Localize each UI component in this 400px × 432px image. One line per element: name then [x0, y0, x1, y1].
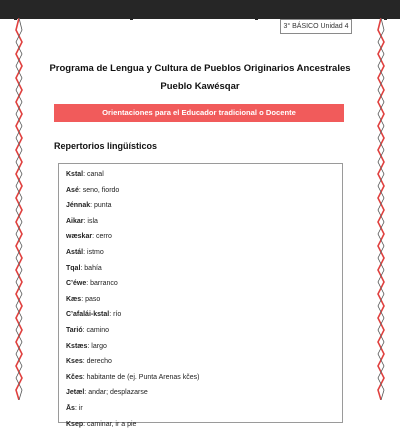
term-meaning: barranco	[90, 280, 118, 287]
term-word: C’éwe	[66, 280, 86, 287]
term-meaning: río	[113, 311, 121, 318]
term-row: Kses: derecho	[66, 354, 342, 370]
term-row: C’éwe: barranco	[66, 276, 342, 292]
term-meaning: habitante de (ej. Punta Arenas kčes)	[87, 374, 200, 381]
term-meaning: andar; desplazarse	[88, 389, 148, 396]
term-row: Aikar: isla	[66, 214, 342, 230]
orientation-banner: Orientaciones para el Educador tradicional o Docente	[54, 104, 344, 122]
people-title: Pueblo Kawésqar	[0, 81, 400, 92]
term-word: C’afalái-kstal	[66, 311, 109, 318]
term-row: Ās: ir	[66, 401, 342, 417]
term-meaning: bahía	[84, 265, 102, 272]
term-row: wæskar: cerro	[66, 229, 342, 245]
term-word: Kæs	[66, 296, 81, 303]
right-decorative-border	[375, 18, 387, 400]
term-word: Tqal	[66, 265, 80, 272]
term-meaning: paso	[85, 296, 100, 303]
term-word: Kstal	[66, 171, 83, 178]
top-bar-tick	[255, 14, 258, 20]
top-bar-tick	[130, 14, 133, 20]
term-word: Jénnak	[66, 202, 90, 209]
term-row: Tqal: bahía	[66, 261, 342, 277]
term-row: Tarió: camino	[66, 323, 342, 339]
term-row: Jetæl: andar; desplazarse	[66, 385, 342, 401]
term-row: Jénnak: punta	[66, 198, 342, 214]
program-title: Programa de Lengua y Cultura de Pueblos Originarios Ancestrales	[0, 63, 400, 74]
term-meaning: caminar, ir a pie	[87, 421, 136, 428]
term-row: Kæs: paso	[66, 292, 342, 308]
term-row: Asé: seno, fiordo	[66, 183, 342, 199]
term-meaning: istmo	[87, 249, 104, 256]
term-meaning: derecho	[87, 358, 112, 365]
terms-list	[58, 163, 343, 423]
left-decorative-border	[13, 18, 25, 400]
term-word: wæskar	[66, 233, 92, 240]
term-word: Jetæl	[66, 389, 84, 396]
term-word: Ās	[66, 405, 75, 412]
term-meaning: canal	[87, 171, 104, 178]
term-row: Kčes: habitante de (ej. Punta Arenas kčes)	[66, 370, 342, 386]
term-row: C’afalái-kstal: río	[66, 307, 342, 323]
term-word: Kses	[66, 358, 83, 365]
term-word: Kčes	[66, 374, 83, 381]
term-word: Ksep	[66, 421, 83, 428]
term-word: Kstæs	[66, 343, 87, 350]
term-word: Astál	[66, 249, 83, 256]
term-meaning: punta	[94, 202, 112, 209]
term-meaning: cerro	[96, 233, 112, 240]
term-row: Kstæs: largo	[66, 339, 342, 355]
section-heading: Repertorios lingüísticos	[54, 141, 157, 151]
top-bar	[0, 0, 400, 19]
term-meaning: isla	[87, 218, 98, 225]
term-word: Aikar	[66, 218, 84, 225]
term-meaning: ir	[79, 405, 83, 412]
term-word: Tarió	[66, 327, 83, 334]
term-row: Ksep: caminar, ir a pie	[66, 417, 342, 432]
term-meaning: largo	[91, 343, 107, 350]
term-meaning: camino	[87, 327, 110, 334]
term-row: Kstal: canal	[66, 167, 342, 183]
term-word: Asé	[66, 187, 79, 194]
term-row: Astál: istmo	[66, 245, 342, 261]
term-meaning: seno, fiordo	[83, 187, 120, 194]
grade-unit-badge: 3° BÁSICO Unidad 4	[280, 19, 352, 34]
